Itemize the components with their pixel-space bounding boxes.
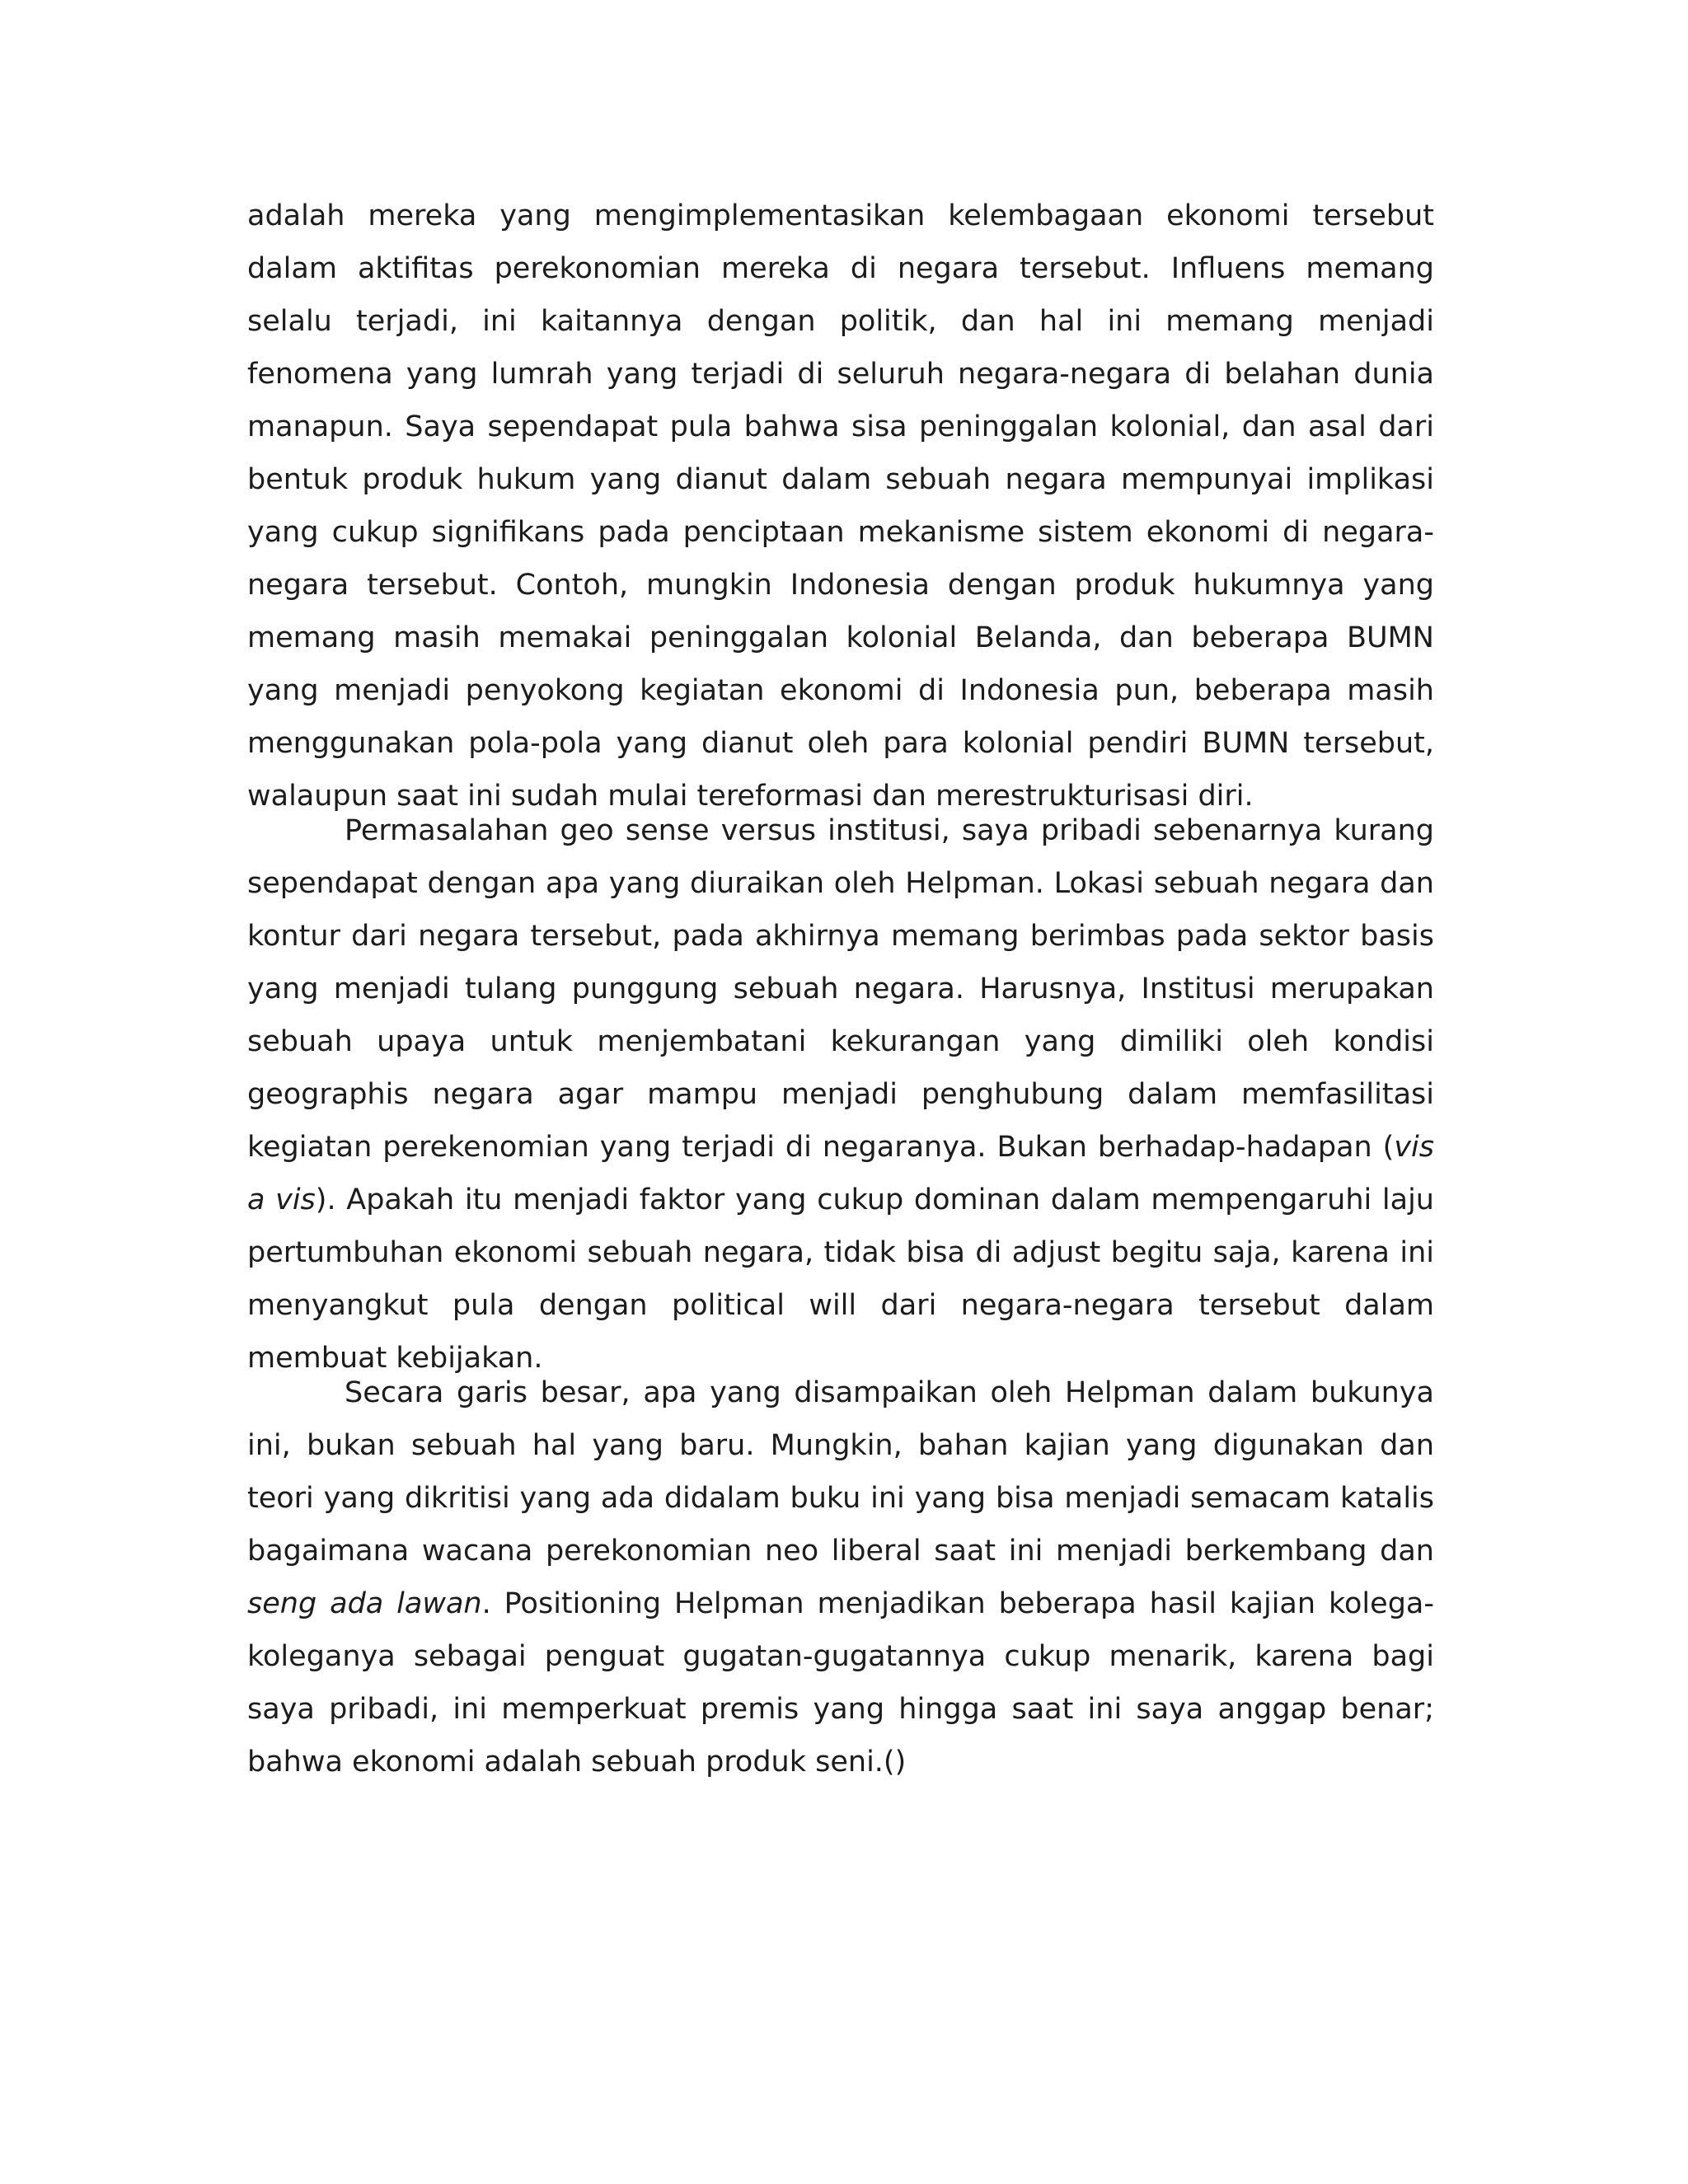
paragraph-3-part-3: . Positioning Helpman menjadikan beberapa hasil kajian kolega-koleganya sebagai penguat gugatan-gugatannya cukup menarik, karena bagi saya pribadi, ini memperkuat premis yang hingga saat ini saya anggap benar; bahwa ekonomi adalah sebuah produk seni.() [247, 1587, 1434, 1779]
paragraph-2-part-3: ). Apakah itu menjadi faktor yang cukup dominan dalam mempengaruhi laju pertumbuhan ekonomi sebuah negara, tidak bisa di adjust begitu saja, karena ini menyangkut pula dengan political will dari negara-negara tersebut dalam membuat kebijakan. [247, 1183, 1434, 1375]
paragraph-3-part-1: Secara garis besar, apa yang disampaikan oleh Helpman dalam bukunya ini, bukan sebuah hal yang baru. Mungkin, bahan kajian yang digunakan dan teori yang dikritisi yang ada didalam buku ini yang bisa menjadi semacam katalis bagaimana wacana perekonomian neo liberal saat ini menjadi berkembang dan [247, 1376, 1434, 1568]
paragraph-1 [247, 190, 1434, 823]
paragraph-3-text [247, 1366, 1434, 1788]
paragraph-3-italic-seng-ada-lawan: seng ada lawan [247, 1587, 482, 1620]
paragraph-2-text [247, 804, 1434, 1385]
paragraph-2 [247, 804, 1434, 1385]
paragraph-2-italic-vis-a-vis: vis a vis [247, 1131, 1434, 1216]
paragraph-1-text: adalah mereka yang mengimplementasikan kelembagaan ekonomi tersebut dalam aktifitas perekonomian mereka di negara tersebut. Influens memang selalu terjadi, ini kaitannya dengan politik, dan hal ini memang menjadi fenomena yang lumrah yang terjadi di seluruh negara-negara di belahan dunia manapun. Saya sependapat pula bahwa sisa peninggalan kolonial, dan asal dari bentuk produk hukum yang dianut dalam sebuah negara mempunyai implikasi yang cukup signifikans pada penciptaan mekanisme sistem ekonomi di negara-negara tersebut. Contoh, mungkin Indonesia dengan produk hukumnya yang memang masih memakai peninggalan kolonial Belanda, dan beberapa BUMN yang menjadi penyokong kegiatan ekonomi di Indonesia pun, beberapa masih menggunakan pola-pola yang dianut oleh para kolonial pendiri BUMN tersebut, walaupun saat ini sudah mulai tereformasi dan merestrukturisasi diri. [247, 199, 1434, 813]
paragraph-3 [247, 1366, 1434, 1788]
paragraph-2-part-1: Permasalahan geo sense versus institusi, saya pribadi sebenarnya kurang sependapat dengan apa yang diuraikan oleh Helpman. Lokasi sebuah negara dan kontur dari negara tersebut, pada akhirnya memang berimbas pada sektor basis yang menjadi tulang punggung sebuah negara. Harusnya, Institusi merupakan sebuah upaya untuk menjembatani kekurangan yang dimiliki oleh kondisi geographis negara agar mampu menjadi penghubung dalam memfasilitasi kegiatan perekenomian yang terjadi di negaranya. Bukan berhadap-hadapan ( [247, 814, 1434, 1164]
